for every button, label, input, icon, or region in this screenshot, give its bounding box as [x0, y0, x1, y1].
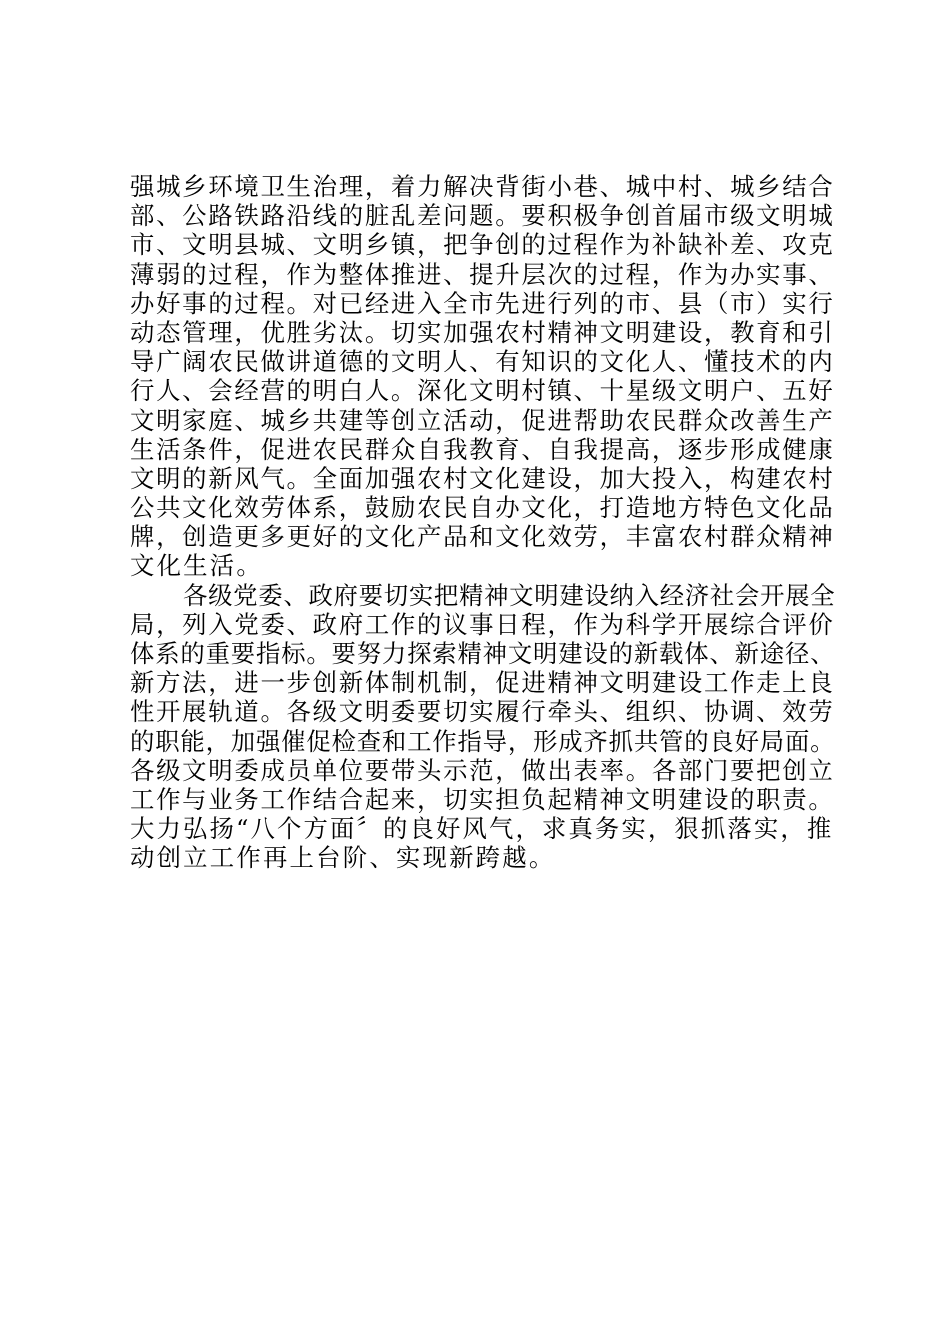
document-body	[130, 172, 835, 873]
paragraph-2	[130, 581, 835, 873]
text-line: 文明的新风气。全面加强农村文化建设，加大投入，构建农村	[130, 463, 835, 493]
text-line: 公共文化效劳体系，鼓励农民自办文化，打造地方特色文化品	[130, 493, 835, 523]
text-line: 体系的重要指标。要努力探索精神文明建设的新载体、新途径、	[130, 639, 836, 668]
text-line: 工作与业务工作结合起来，切实担负起精神文明建设的职责。	[130, 784, 835, 814]
text-line: 生活条件，促进农民群众自我教育、自我提高，逐步形成健康	[130, 434, 835, 464]
text-line: 文化生活。	[130, 551, 263, 581]
text-line: 文明家庭、城乡共建等创立活动，促进帮助农民群众改善生产	[130, 405, 835, 435]
text-line: 的职能，加强催促检查和工作指导，形成齐抓共管的良好局面。	[130, 726, 836, 756]
text-line: 动态管理，优胜劣汰。切实加强农村精神文明建设，教育和引	[130, 317, 835, 347]
text-line: 部、公路铁路沿线的脏乱差问题。要积极争创首届市级文明城	[130, 201, 835, 231]
text-line: 薄弱的过程，作为整体推进、提升层次的过程，作为办实事、	[130, 259, 835, 289]
text-line: 牌，创造更多更好的文化产品和文化效劳，丰富农村群众精神	[130, 522, 835, 552]
text-line: 办好事的过程。对已经进入全市先进行列的市、县（市）实行	[130, 288, 835, 318]
text-line: 强城乡环境卫生治理，着力解决背街小巷、城中村、城乡结合	[130, 172, 835, 201]
text-line: 性开展轨道。各级文明委要切实履行牵头、组织、协调、效劳	[130, 697, 835, 727]
text-line: 行人、会经营的明白人。深化文明村镇、十星级文明户、五好	[130, 376, 835, 406]
text-line: 导广阔农民做讲道德的文明人、有知识的文化人、懂技术的内	[130, 347, 835, 377]
text-line: 动创立工作再上台阶、实现新跨越。	[130, 843, 556, 873]
text-line: 市、文明县城、文明乡镇，把争创的过程作为补缺补差、攻克	[130, 230, 835, 260]
text-line: 各级党委、政府要切实把精神文明建设纳入经济社会开展全	[183, 580, 836, 610]
text-line: 局，列入党委、政府工作的议事日程，作为科学开展综合评价	[130, 609, 835, 639]
text-line: 大力弘扬“八个方面〞的良好风气，求真务实，狠抓落实，推	[130, 814, 834, 844]
text-line: 各级文明委成员单位要带头示范，做出表率。各部门要把创立	[130, 755, 835, 785]
paragraph-1	[130, 172, 835, 581]
text-line: 新方法，进一步创新体制机制，促进精神文明建设工作走上良	[130, 668, 835, 698]
